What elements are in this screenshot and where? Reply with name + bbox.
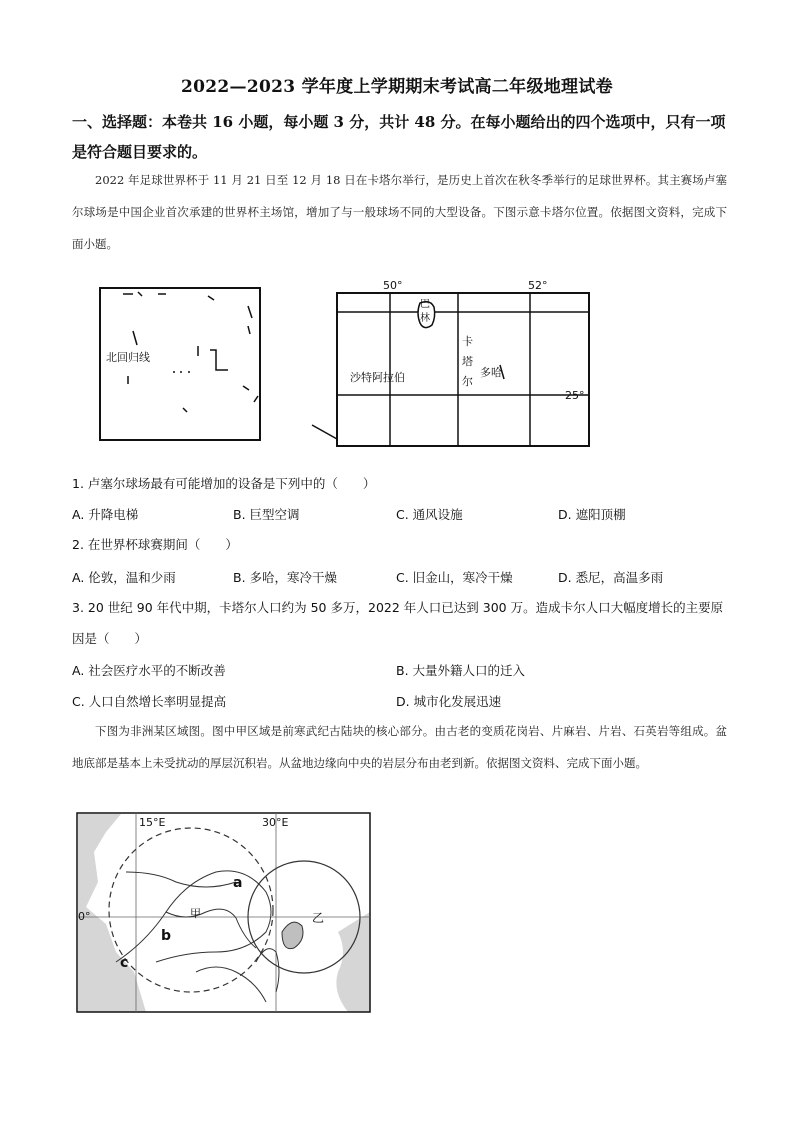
africa-region-map xyxy=(76,812,372,1014)
q2-option-d[interactable]: D. 悉尼，高温多雨 xyxy=(558,570,664,585)
qatar-label-3: 尔 xyxy=(462,375,473,388)
q2-option-c[interactable]: C. 旧金山，寒冷干燥 xyxy=(396,570,513,585)
qatar-label-1: 卡 xyxy=(462,335,473,348)
page-title: 2022—2023 学年度上学期期末考试高二年级地理试卷 xyxy=(181,77,613,97)
label-yi: 乙 xyxy=(312,911,325,925)
question-1-stem: 1. 卢塞尔球场最有可能增加的设备是下列中的（ ） xyxy=(72,476,376,491)
q2-option-b[interactable]: B. 多哈，寒冷干燥 xyxy=(233,570,338,585)
lat-25-label: 25° xyxy=(565,389,585,402)
q1-option-a[interactable]: A. 升降电梯 xyxy=(72,507,139,522)
label-b: b xyxy=(161,928,172,944)
question-2-stem: 2. 在世界杯球赛期间（ ） xyxy=(72,537,238,552)
label-c: c xyxy=(120,955,129,971)
qatar-label-2: 塔 xyxy=(462,355,473,368)
doha-label: 多哈 xyxy=(480,366,502,379)
q3-option-b[interactable]: B. 大量外籍人口的迁入 xyxy=(396,663,526,678)
q3-option-c[interactable]: C. 人口自然增长率明显提高 xyxy=(72,694,227,709)
equator-label: 0° xyxy=(78,910,91,923)
tropic-inset-map xyxy=(98,286,264,444)
passage-qatar: 2022 年足球世界杯于 11 月 21 日至 12 月 18 日在卡塔尔举行，是历史上首次在秋冬季举行的足球世界杯。其主赛场卢塞尔球场是中国企业首次承建的世界杯主场馆，增加了与一般球场不同的大型设备。下图示意卡塔尔位置。依据图文资料，完成下面小题。 xyxy=(72,173,727,251)
bahrain-label-2: 林 xyxy=(420,313,430,324)
tropic-label: 北回归线 xyxy=(106,351,150,364)
section-heading: 一、选择题：本卷共 16 小题，每小题 3 分，共计 48 分。在每小题给出的四个选项中，只有一项是符合题目要求的。 xyxy=(72,113,726,161)
q3-option-a[interactable]: A. 社会医疗水平的不断改善 xyxy=(72,663,226,678)
saudi-label: 沙特阿拉伯 xyxy=(350,371,405,384)
lon-50-label: 50° xyxy=(383,279,403,292)
q2-option-a[interactable]: A. 伦敦，温和少雨 xyxy=(72,570,176,585)
label-a: a xyxy=(233,875,243,891)
qatar-location-map xyxy=(310,277,595,450)
q1-option-b[interactable]: B. 巨型空调 xyxy=(233,507,300,522)
bahrain-label-1: 巴 xyxy=(420,299,430,310)
lon-52-label: 52° xyxy=(528,279,548,292)
q3-option-d[interactable]: D. 城市化发展迅速 xyxy=(396,694,502,709)
q1-option-c[interactable]: C. 通风设施 xyxy=(396,507,463,522)
lon-15-label: 15°E xyxy=(139,816,166,829)
q1-option-d[interactable]: D. 遮阳顶棚 xyxy=(558,507,626,522)
question-3-stem: 3. 20 世纪 90 年代中期，卡塔尔人口约为 50 多万，2022 年人口已达到 300 万。造成卡尔人口大幅度增长的主要原因是（ ） xyxy=(72,600,724,646)
lon-30-label: 30°E xyxy=(262,816,289,829)
label-jia: 甲 xyxy=(190,907,201,920)
passage-africa: 下图为非洲某区域图。图中甲区域是前寒武纪古陆块的核心部分。由古老的变质花岗岩、片麻岩、片岩、石英岩等组成。盆地底部是基本上未受扰动的厚层沉积岩。从盆地边缘向中央的岩层分布由老到新。依据图文资料、完成下面小题。 xyxy=(72,724,727,770)
